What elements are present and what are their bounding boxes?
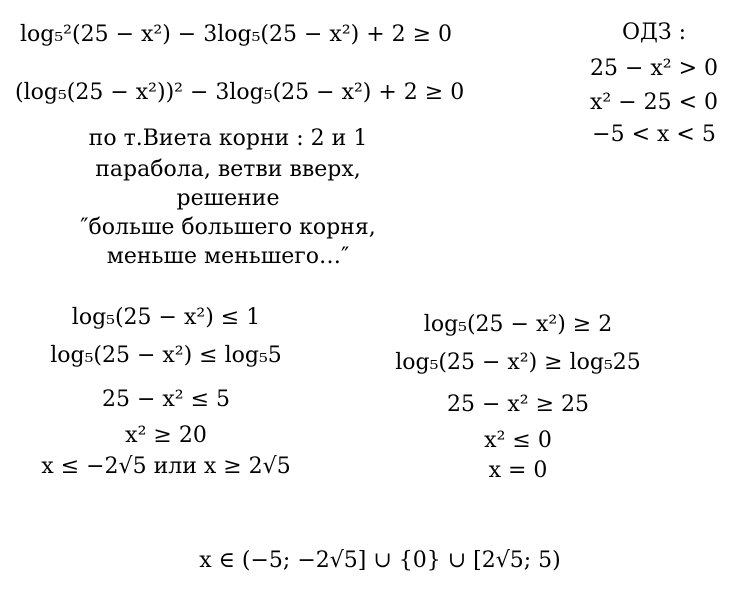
case-right-line-1: log₅(25 − x²) ≥ 2 — [423, 312, 613, 337]
explanation-line-3: решение — [176, 186, 280, 211]
odz-line-1: 25 − x² > 0 — [589, 56, 719, 81]
case-right-line-4: x² ≤ 0 — [484, 428, 552, 453]
case-left-line-4: x² ≥ 20 — [125, 423, 207, 448]
case-right-line-3: 25 − x² ≥ 25 — [446, 392, 590, 417]
case-left-line-1: log₅(25 − x²) ≤ 1 — [71, 305, 261, 330]
explanation-line-4: ″больше большего корня, — [80, 215, 376, 240]
case-left-line-5: x ≤ −2√5 или x ≥ 2√5 — [41, 454, 291, 479]
final-answer: x ∈ (−5; −2√5] ∪ {0} ∪ [2√5; 5) — [199, 548, 561, 573]
explanation-line-5: меньше меньшего…″ — [106, 244, 350, 269]
case-right-line-2: log₅(25 − x²) ≥ log₅25 — [395, 350, 641, 375]
explanation-line-1: по т.Виета корни : 2 и 1 — [88, 126, 368, 151]
odz-line-3: −5 < x < 5 — [592, 122, 716, 147]
case-left-line-2: log₅(25 − x²) ≤ log₅5 — [50, 343, 282, 368]
case-left-line-3: 25 − x² ≤ 5 — [101, 387, 231, 412]
odz-title: ОДЗ : — [621, 20, 687, 45]
inequality-line-2: (log₅(25 − x²))² − 3log₅(25 − x²) + 2 ≥ 0 — [15, 80, 465, 105]
explanation-line-2: парабола, ветви вверх, — [95, 157, 361, 182]
inequality-line-1: log₅²(25 − x²) − 3log₅(25 − x²) + 2 ≥ 0 — [20, 22, 453, 47]
case-right-line-5: x = 0 — [488, 458, 548, 483]
odz-line-2: x² − 25 < 0 — [589, 90, 719, 115]
